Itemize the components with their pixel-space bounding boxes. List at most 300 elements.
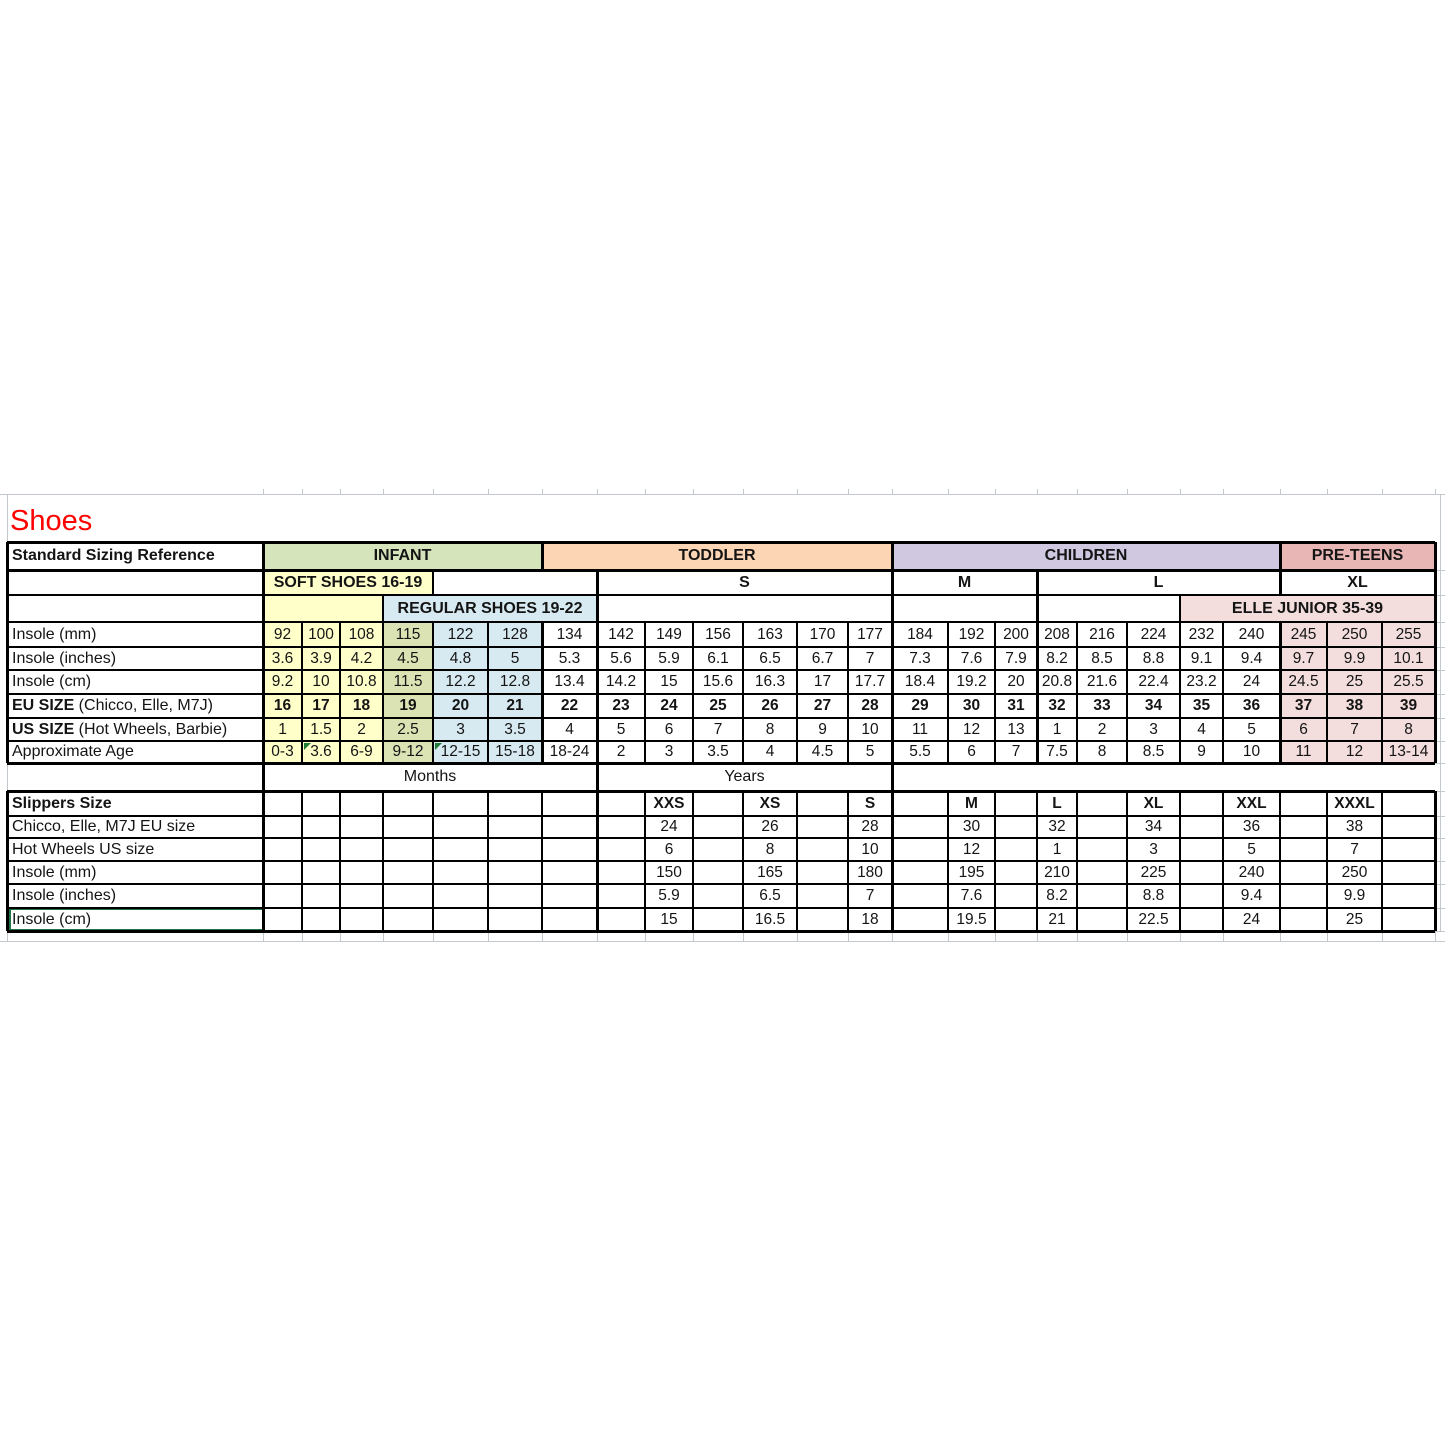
sheet-column-tick-top — [597, 489, 598, 494]
slipper-cell-mm-c18: 225 — [1127, 861, 1180, 884]
cell-insole-cm-c10: 16.3 — [743, 670, 797, 694]
table-border-vertical — [262, 542, 265, 931]
slipper-cell-mm-c11 — [797, 861, 848, 884]
sheet-row-tick-right — [1435, 763, 1445, 764]
sheet-column-tick-bottom — [1382, 932, 1383, 941]
slipper-cell-inches-c22: 9.9 — [1327, 884, 1382, 908]
slipper-cell-us-c6 — [542, 838, 597, 861]
cell-age-c1: 3.6 — [302, 741, 340, 763]
cell-us-size-c16: 1 — [1037, 718, 1077, 741]
cell-us-size-c0: 1 — [263, 718, 302, 741]
label-column-empty-row1 — [7, 570, 263, 595]
slipper-cell-cm-c3 — [383, 908, 433, 931]
subheader-size-xl: XL — [1280, 570, 1435, 595]
sheet-column-tick-bottom — [1435, 932, 1436, 941]
subheader-size-l: L — [1037, 570, 1280, 595]
sheet-column-tick-bottom — [1127, 932, 1128, 941]
slipper-cell-us-c4 — [433, 838, 488, 861]
cell-age-c11: 4.5 — [797, 741, 848, 763]
slipper-row-label-us: Hot Wheels US size — [7, 838, 263, 861]
slipper-cell-cm-c0 — [263, 908, 302, 931]
slipper-size-header-xxxl: XXXL — [1327, 791, 1382, 816]
slipper-cell-cm-c6 — [542, 908, 597, 931]
slipper-cell-eu-c5 — [488, 816, 542, 838]
slipper-cell-eu-c21 — [1280, 816, 1327, 838]
slipper-cell-us-c2 — [340, 838, 383, 861]
cell-insole-mm-c6: 134 — [542, 622, 597, 647]
slipper-cell-cm-c23 — [1382, 908, 1435, 931]
sheet-column-tick-top — [488, 489, 489, 494]
cell-insole-mm-c19: 232 — [1180, 622, 1223, 647]
sheet-column-tick-bottom — [1223, 932, 1224, 941]
slipper-cell-us-c18: 3 — [1127, 838, 1180, 861]
row-label-text: Insole (cm) — [12, 673, 92, 690]
cell-us-size-c5: 3.5 — [488, 718, 542, 741]
slipper-cell-mm-c8: 150 — [645, 861, 693, 884]
table-border-vertical — [1279, 622, 1282, 763]
cell-insole-cm-c6: 13.4 — [542, 670, 597, 694]
slipper-header-empty — [693, 791, 743, 816]
sheet-column-tick-bottom — [383, 932, 384, 941]
table-border-horizontal — [263, 594, 1435, 596]
row-label-text: US SIZE — [12, 720, 75, 738]
cell-insole-cm-c19: 23.2 — [1180, 670, 1223, 694]
slipper-cell-eu-c12: 28 — [848, 816, 892, 838]
sheet-column-tick-top — [645, 489, 646, 494]
slipper-cell-eu-c6 — [542, 816, 597, 838]
slipper-cell-cm-c1 — [302, 908, 340, 931]
cell-insole-inches-c2: 4.2 — [340, 647, 383, 670]
cell-age-c17: 8 — [1077, 741, 1127, 763]
cell-insole-cm-c23: 25.5 — [1382, 670, 1435, 694]
row-label-text: EU SIZE — [12, 697, 75, 714]
slipper-header-empty — [1180, 791, 1223, 816]
slipper-cell-cm-c19 — [1180, 908, 1223, 931]
slipper-cell-us-c7 — [597, 838, 645, 861]
cell-insole-cm-c12: 17.7 — [848, 670, 892, 694]
slipper-row-label-mm: Insole (mm) — [7, 861, 263, 884]
cell-insole-mm-c10: 163 — [743, 622, 797, 647]
cell-insole-inches-c16: 8.2 — [1037, 647, 1077, 670]
row-label-age — [7, 741, 263, 763]
slipper-header-empty — [995, 791, 1037, 816]
slipper-size-header-m: M — [948, 791, 995, 816]
slipper-cell-cm-c20: 24 — [1223, 908, 1280, 931]
cell-insole-cm-c1: 10 — [302, 670, 340, 694]
group-header-children: CHILDREN — [892, 542, 1280, 570]
row-label-note: (Chicco, Elle, M7J) — [74, 697, 213, 714]
slipper-cell-cm-c11 — [797, 908, 848, 931]
row-label-us-size — [7, 718, 263, 741]
cell-eu-size-c22: 38 — [1327, 694, 1382, 718]
slipper-cell-us-c11 — [797, 838, 848, 861]
sheet-column-tick-bottom — [995, 932, 996, 941]
cell-insole-inches-c1: 3.9 — [302, 647, 340, 670]
slipper-header-empty — [542, 791, 597, 816]
slipper-header-empty — [488, 791, 542, 816]
slipper-cell-eu-c17 — [1077, 816, 1127, 838]
cell-eu-size-c6: 22 — [542, 694, 597, 718]
slipper-cell-inches-c9 — [693, 884, 743, 908]
sheet-column-tick-bottom — [892, 932, 893, 941]
sheet-column-tick-top — [302, 489, 303, 494]
cell-insole-mm-c22: 250 — [1327, 622, 1382, 647]
cell-age-c8: 3 — [645, 741, 693, 763]
cell-eu-size-c9: 25 — [693, 694, 743, 718]
cell-insole-inches-c0: 3.6 — [263, 647, 302, 670]
cell-insole-inches-c20: 9.4 — [1223, 647, 1280, 670]
sheet-gridline-bottom — [0, 941, 1445, 942]
cell-insole-cm-c4: 12.2 — [433, 670, 488, 694]
slipper-header-empty — [433, 791, 488, 816]
cell-eu-size-c10: 26 — [743, 694, 797, 718]
cell-us-size-c14: 12 — [948, 718, 995, 741]
cell-age-c23: 13-14 — [1382, 741, 1435, 763]
cell-flag-triangle — [435, 743, 442, 750]
slipper-cell-cm-c16: 21 — [1037, 908, 1077, 931]
group-header-infant: INFANT — [263, 542, 542, 570]
slipper-size-header-xs: XS — [743, 791, 797, 816]
sheet-column-tick-bottom — [1180, 932, 1181, 941]
cell-us-size-c6: 4 — [542, 718, 597, 741]
slipper-cell-us-c17 — [1077, 838, 1127, 861]
sheet-column-tick-top — [848, 489, 849, 494]
sheet-column-tick-bottom — [1037, 932, 1038, 941]
cell-insole-inches-c15: 7.9 — [995, 647, 1037, 670]
cell-age-c20: 10 — [1223, 741, 1280, 763]
slipper-size-header-xl: XL — [1127, 791, 1180, 816]
slipper-cell-eu-c22: 38 — [1327, 816, 1382, 838]
cell-us-size-c13: 11 — [892, 718, 948, 741]
sheet-column-tick-top — [1127, 489, 1128, 494]
cell-eu-size-c8: 24 — [645, 694, 693, 718]
cell-insole-cm-c17: 21.6 — [1077, 670, 1127, 694]
cell-eu-size-c18: 34 — [1127, 694, 1180, 718]
cell-age-c18: 8.5 — [1127, 741, 1180, 763]
slipper-header-empty — [340, 791, 383, 816]
sheet-column-tick-bottom — [340, 932, 341, 941]
slipper-cell-mm-c10: 165 — [743, 861, 797, 884]
cell-insole-cm-c3: 11.5 — [383, 670, 433, 694]
slipper-cell-us-c23 — [1382, 838, 1435, 861]
row-label-insole-inches — [7, 647, 263, 670]
sheet-column-tick-bottom — [263, 932, 264, 941]
slipper-cell-mm-c19 — [1180, 861, 1223, 884]
period-months: Months — [403, 768, 457, 785]
slipper-cell-mm-c12: 180 — [848, 861, 892, 884]
period-years: Years — [724, 768, 765, 785]
cell-insole-inches-c21: 9.7 — [1280, 647, 1327, 670]
cell-insole-cm-c9: 15.6 — [693, 670, 743, 694]
cell-us-size-c11: 9 — [797, 718, 848, 741]
subheader-empty-children-m — [892, 595, 1037, 622]
sheet-column-tick-top — [948, 489, 949, 494]
slipper-cell-us-c16: 1 — [1037, 838, 1077, 861]
cell-age-c5: 15-18 — [488, 741, 542, 763]
cell-eu-size-c7: 23 — [597, 694, 645, 718]
slipper-cell-mm-c15 — [995, 861, 1037, 884]
cell-insole-mm-c18: 224 — [1127, 622, 1180, 647]
slipper-header-empty — [1077, 791, 1127, 816]
sheet-column-tick-top — [1037, 489, 1038, 494]
cell-insole-mm-c13: 184 — [892, 622, 948, 647]
cell-insole-inches-c22: 9.9 — [1327, 647, 1382, 670]
slipper-cell-mm-c6 — [542, 861, 597, 884]
subheader-size-m: M — [892, 570, 1037, 595]
cell-age-c2: 6-9 — [340, 741, 383, 763]
slipper-cell-us-c8: 6 — [645, 838, 693, 861]
sheet-column-tick-top — [1223, 489, 1224, 494]
cell-us-size-c10: 8 — [743, 718, 797, 741]
sheet-column-tick-bottom — [542, 932, 543, 941]
table-border-vertical — [6, 791, 9, 931]
slipper-header-empty — [1280, 791, 1327, 816]
cell-eu-size-c19: 35 — [1180, 694, 1223, 718]
row-label-text: Approximate Age — [12, 743, 134, 760]
cell-us-size-c1: 1.5 — [302, 718, 340, 741]
cell-eu-size-c3: 19 — [383, 694, 433, 718]
slipper-cell-cm-c12: 18 — [848, 908, 892, 931]
table-border-horizontal — [7, 930, 1435, 933]
cell-eu-size-c5: 21 — [488, 694, 542, 718]
cell-us-size-c22: 7 — [1327, 718, 1382, 741]
slipper-cell-us-c10: 8 — [743, 838, 797, 861]
slipper-cell-inches-c17 — [1077, 884, 1127, 908]
slipper-cell-mm-c23 — [1382, 861, 1435, 884]
slipper-cell-inches-c8: 5.9 — [645, 884, 693, 908]
table-border-vertical — [1036, 570, 1039, 763]
cell-us-size-c3: 2.5 — [383, 718, 433, 741]
slipper-cell-us-c3 — [383, 838, 433, 861]
slipper-cell-eu-c4 — [433, 816, 488, 838]
cell-eu-size-c11: 27 — [797, 694, 848, 718]
cell-us-size-c12: 10 — [848, 718, 892, 741]
slipper-cell-eu-c9 — [693, 816, 743, 838]
row-label-text: Insole (mm) — [12, 625, 97, 643]
cell-us-size-c23: 8 — [1382, 718, 1435, 741]
slipper-cell-cm-c2 — [340, 908, 383, 931]
table-border-vertical — [541, 542, 544, 570]
cell-flag-triangle — [304, 743, 311, 750]
slipper-cell-inches-c12: 7 — [848, 884, 892, 908]
table-border-horizontal — [7, 790, 1435, 793]
slipper-cell-inches-c20: 9.4 — [1223, 884, 1280, 908]
slipper-cell-cm-c9 — [693, 908, 743, 931]
cell-age-c3: 9-12 — [383, 741, 433, 763]
cell-insole-mm-c8: 149 — [645, 622, 693, 647]
cell-us-size-c9: 7 — [693, 718, 743, 741]
group-header-preteens: PRE-TEENS — [1280, 542, 1435, 570]
cell-insole-cm-c8: 15 — [645, 670, 693, 694]
slipper-size-header-l: L — [1037, 791, 1077, 816]
cell-insole-mm-c3: 115 — [383, 622, 433, 647]
slipper-cell-eu-c11 — [797, 816, 848, 838]
table-border-vertical — [541, 622, 544, 763]
sheet-column-tick-bottom — [302, 932, 303, 941]
slipper-cell-eu-c14: 30 — [948, 816, 995, 838]
sheet-gridline-top — [0, 494, 1445, 495]
cell-insole-inches-c12: 7 — [848, 647, 892, 670]
slipper-cell-inches-c6 — [542, 884, 597, 908]
cell-insole-mm-c23: 255 — [1382, 622, 1435, 647]
slipper-cell-inches-c19 — [1180, 884, 1223, 908]
sheet-column-tick-bottom — [645, 932, 646, 941]
slipper-cell-eu-c2 — [340, 816, 383, 838]
cell-insole-mm-c21: 245 — [1280, 622, 1327, 647]
slipper-cell-mm-c17 — [1077, 861, 1127, 884]
sheet-column-tick-bottom — [797, 932, 798, 941]
slipper-header-empty — [383, 791, 433, 816]
group-header-toddler: TODDLER — [542, 542, 892, 570]
slipper-cell-eu-c20: 36 — [1223, 816, 1280, 838]
slipper-cell-mm-c4 — [433, 861, 488, 884]
sheet-column-tick-bottom — [597, 932, 598, 941]
cell-age-c16: 7.5 — [1037, 741, 1077, 763]
sheet-column-tick-top — [1327, 489, 1328, 494]
cell-eu-size-c0: 16 — [263, 694, 302, 718]
cell-eu-size-c4: 20 — [433, 694, 488, 718]
cell-eu-size-c16: 32 — [1037, 694, 1077, 718]
slipper-cell-us-c21 — [1280, 838, 1327, 861]
cell-age-c12: 5 — [848, 741, 892, 763]
slipper-cell-cm-c15 — [995, 908, 1037, 931]
slipper-cell-eu-c3 — [383, 816, 433, 838]
subheader-yellow-empty — [263, 595, 383, 622]
cell-insole-mm-c7: 142 — [597, 622, 645, 647]
subheader-soft-shoes: SOFT SHOES 16-19 — [263, 570, 433, 595]
slipper-cell-inches-c1 — [302, 884, 340, 908]
cell-insole-inches-c17: 8.5 — [1077, 647, 1127, 670]
row-label-insole-cm — [7, 670, 263, 694]
table-border-vertical — [6, 542, 9, 763]
cell-insole-inches-c5: 5 — [488, 647, 542, 670]
cell-eu-size-c23: 39 — [1382, 694, 1435, 718]
cell-insole-inches-c19: 9.1 — [1180, 647, 1223, 670]
slipper-cell-eu-c1 — [302, 816, 340, 838]
slipper-cell-us-c22: 7 — [1327, 838, 1382, 861]
cell-us-size-c8: 6 — [645, 718, 693, 741]
cell-eu-size-c1: 17 — [302, 694, 340, 718]
slipper-cell-eu-c8: 24 — [645, 816, 693, 838]
slipper-cell-mm-c1 — [302, 861, 340, 884]
corner-label: Standard Sizing Reference — [7, 542, 263, 570]
slipper-cell-inches-c23 — [1382, 884, 1435, 908]
slipper-header-empty — [797, 791, 848, 816]
slipper-cell-us-c19 — [1180, 838, 1223, 861]
slipper-cell-cm-c22: 25 — [1327, 908, 1382, 931]
slipper-size-header-xxl: XXL — [1223, 791, 1280, 816]
cell-insole-cm-c18: 22.4 — [1127, 670, 1180, 694]
cell-insole-inches-c23: 10.1 — [1382, 647, 1435, 670]
slipper-cell-eu-c10: 26 — [743, 816, 797, 838]
slipper-size-header-xxs: XXS — [645, 791, 693, 816]
cell-eu-size-c2: 18 — [340, 694, 383, 718]
cell-age-c13: 5.5 — [892, 741, 948, 763]
cell-insole-mm-c5: 128 — [488, 622, 542, 647]
sheet-column-tick-bottom — [1327, 932, 1328, 941]
sheet-column-tick-top — [433, 489, 434, 494]
sheet-column-tick-top — [1382, 489, 1383, 494]
slipper-cell-mm-c22: 250 — [1327, 861, 1382, 884]
sheet-column-tick-top — [263, 489, 264, 494]
slipper-cell-cm-c14: 19.5 — [948, 908, 995, 931]
cell-age-c10: 4 — [743, 741, 797, 763]
cell-insole-cm-c22: 25 — [1327, 670, 1382, 694]
cell-age-c21: 11 — [1280, 741, 1327, 763]
slipper-cell-us-c9 — [693, 838, 743, 861]
slipper-cell-inches-c13 — [892, 884, 948, 908]
cell-insole-cm-c21: 24.5 — [1280, 670, 1327, 694]
slipper-cell-cm-c5 — [488, 908, 542, 931]
sheet-column-tick-bottom — [848, 932, 849, 941]
table-border-horizontal — [7, 762, 1435, 765]
slipper-cell-inches-c11 — [797, 884, 848, 908]
cell-insole-inches-c11: 6.7 — [797, 647, 848, 670]
cell-insole-mm-c12: 177 — [848, 622, 892, 647]
cell-us-size-c7: 5 — [597, 718, 645, 741]
cell-eu-size-c17: 33 — [1077, 694, 1127, 718]
cell-eu-size-c21: 37 — [1280, 694, 1327, 718]
cell-insole-mm-c2: 108 — [340, 622, 383, 647]
table-border-horizontal — [7, 569, 1435, 572]
cell-age-c4: 12-15 — [433, 741, 488, 763]
sheet-column-tick-bottom — [1077, 932, 1078, 941]
row-label-note: (Hot Wheels, Barbie) — [74, 720, 228, 738]
subheader-empty-children-l — [1037, 595, 1180, 622]
slipper-cell-mm-c3 — [383, 861, 433, 884]
cell-insole-inches-c3: 4.5 — [383, 647, 433, 670]
table-border-vertical — [891, 542, 894, 931]
cell-insole-mm-c0: 92 — [263, 622, 302, 647]
cell-age-c22: 12 — [1327, 741, 1382, 763]
slipper-cell-mm-c9 — [693, 861, 743, 884]
sheet-column-tick-bottom — [948, 932, 949, 941]
cell-insole-cm-c13: 18.4 — [892, 670, 948, 694]
slipper-cell-eu-c19 — [1180, 816, 1223, 838]
slipper-cell-mm-c13 — [892, 861, 948, 884]
slipper-header-empty — [597, 791, 645, 816]
slipper-cell-inches-c10: 6.5 — [743, 884, 797, 908]
sheet-row-tick-right — [1435, 931, 1445, 932]
slipper-cell-us-c12: 10 — [848, 838, 892, 861]
cell-insole-inches-c6: 5.3 — [542, 647, 597, 670]
sheet-column-tick-top — [743, 489, 744, 494]
slipper-cell-cm-c18: 22.5 — [1127, 908, 1180, 931]
sheet-column-tick-top — [797, 489, 798, 494]
slipper-cell-cm-c8: 15 — [645, 908, 693, 931]
slipper-cell-eu-c15 — [995, 816, 1037, 838]
slipper-cell-inches-c16: 8.2 — [1037, 884, 1077, 908]
slipper-size-header-s: S — [848, 791, 892, 816]
cell-insole-mm-c1: 100 — [302, 622, 340, 647]
sheet-column-tick-top — [995, 489, 996, 494]
cell-insole-mm-c14: 192 — [948, 622, 995, 647]
sheet-title: Shoes — [10, 504, 93, 537]
slipper-cell-eu-c16: 32 — [1037, 816, 1077, 838]
slipper-cell-mm-c2 — [340, 861, 383, 884]
slipper-cell-eu-c7 — [597, 816, 645, 838]
sheet-column-tick-bottom — [488, 932, 489, 941]
sheet-column-tick-top — [693, 489, 694, 494]
slipper-cell-cm-c7 — [597, 908, 645, 931]
sheet-column-tick-bottom — [693, 932, 694, 941]
slipper-cell-cm-c17 — [1077, 908, 1127, 931]
sheet-column-tick-top — [542, 489, 543, 494]
cell-us-size-c4: 3 — [433, 718, 488, 741]
slipper-cell-inches-c2 — [340, 884, 383, 908]
cell-us-size-c2: 2 — [340, 718, 383, 741]
slipper-cell-us-c13 — [892, 838, 948, 861]
